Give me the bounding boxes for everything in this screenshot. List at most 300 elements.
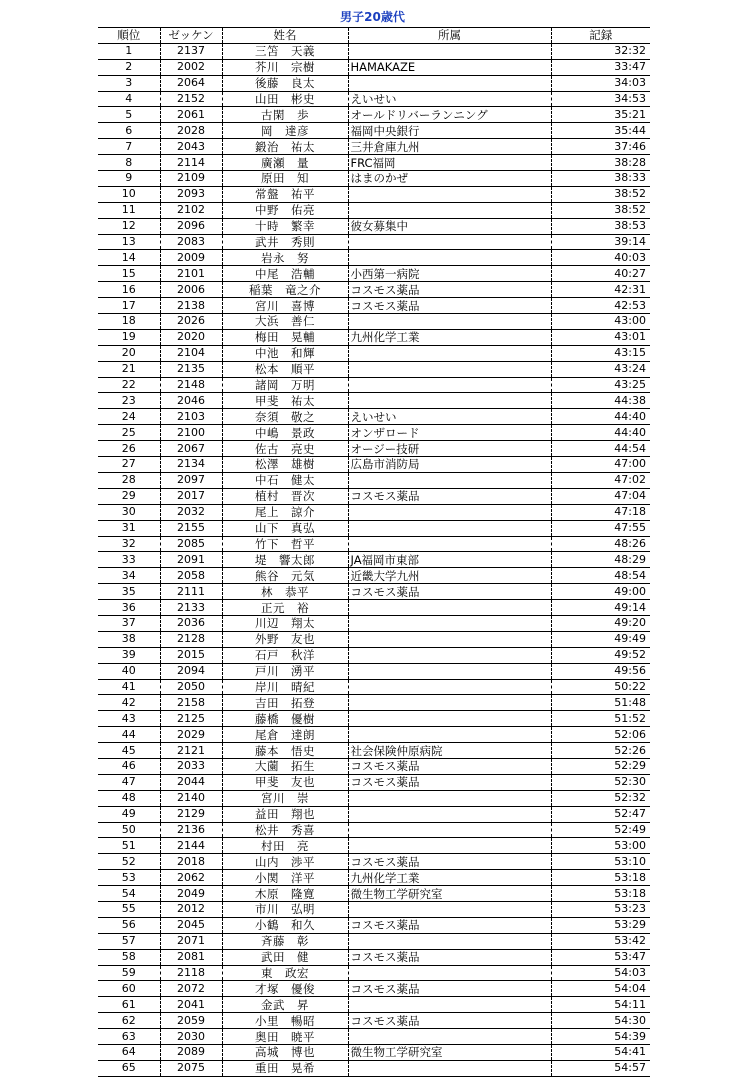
name-cell: 中石 健太: [222, 472, 348, 488]
name-cell: 松井 秀喜: [222, 822, 348, 838]
table-row: [98, 409, 650, 425]
team-cell: 広島市消防局: [348, 457, 551, 473]
table-row: [98, 727, 650, 743]
table-row: [98, 282, 650, 298]
time-cell: 35:21: [551, 107, 650, 123]
team-cell: [348, 520, 551, 536]
team-cell: [348, 1060, 551, 1076]
name-cell: 外野 友也: [222, 631, 348, 647]
team-cell: [348, 631, 551, 647]
rank-cell: 50: [98, 822, 160, 838]
time-cell: 52:47: [551, 806, 650, 822]
bib-cell: 2033: [160, 758, 222, 774]
name-cell: 斉藤 彰: [222, 933, 348, 949]
name-cell: 金武 昇: [222, 997, 348, 1013]
bib-cell: 2061: [160, 107, 222, 123]
bib-cell: 2091: [160, 552, 222, 568]
bib-cell: 2017: [160, 488, 222, 504]
time-cell: 49:14: [551, 600, 650, 616]
bib-cell: 2104: [160, 345, 222, 361]
name-cell: 甲斐 友也: [222, 774, 348, 790]
bib-cell: 2049: [160, 886, 222, 902]
time-cell: 40:03: [551, 250, 650, 266]
bib-cell: 2144: [160, 838, 222, 854]
bib-cell: 2045: [160, 917, 222, 933]
name-cell: 甲斐 祐太: [222, 393, 348, 409]
time-cell: 38:52: [551, 202, 650, 218]
name-cell: 原田 知: [222, 171, 348, 187]
time-cell: 43:00: [551, 314, 650, 330]
header-bib: ゼッケン: [160, 28, 222, 44]
name-cell: 松本 順平: [222, 361, 348, 377]
time-cell: 49:52: [551, 647, 650, 663]
team-cell: [348, 234, 551, 250]
bib-cell: 2036: [160, 615, 222, 631]
table-row: [98, 870, 650, 886]
rank-cell: 19: [98, 329, 160, 345]
page-title: 男子20歳代: [340, 10, 405, 24]
team-cell: コスモス薬品: [348, 758, 551, 774]
table-row: [98, 536, 650, 552]
bib-cell: 2133: [160, 600, 222, 616]
rank-cell: 4: [98, 91, 160, 107]
rank-cell: 55: [98, 901, 160, 917]
bib-cell: 2043: [160, 139, 222, 155]
bib-cell: 2085: [160, 536, 222, 552]
name-cell: 大浜 善仁: [222, 314, 348, 330]
name-cell: 尾上 諒介: [222, 504, 348, 520]
bib-cell: 2009: [160, 250, 222, 266]
rank-cell: 5: [98, 107, 160, 123]
bib-cell: 2041: [160, 997, 222, 1013]
bib-cell: 2072: [160, 981, 222, 997]
rank-cell: 31: [98, 520, 160, 536]
table-row: [98, 75, 650, 91]
team-cell: 三井倉庫九州: [348, 139, 551, 155]
rank-cell: 17: [98, 298, 160, 314]
rank-cell: 28: [98, 472, 160, 488]
name-cell: 奈須 敬之: [222, 409, 348, 425]
bib-cell: 2097: [160, 472, 222, 488]
header-rank: 順位: [98, 28, 160, 44]
rank-cell: 49: [98, 806, 160, 822]
results-table: [98, 27, 650, 1077]
table-row: [98, 59, 650, 75]
table-row: [98, 838, 650, 854]
rank-cell: 56: [98, 917, 160, 933]
table-row: [98, 965, 650, 981]
time-cell: 47:02: [551, 472, 650, 488]
table-row: [98, 695, 650, 711]
bib-cell: 2006: [160, 282, 222, 298]
team-cell: コスモス薬品: [348, 282, 551, 298]
bib-cell: 2102: [160, 202, 222, 218]
rank-cell: 34: [98, 568, 160, 584]
table-row: [98, 155, 650, 171]
bib-cell: 2026: [160, 314, 222, 330]
time-cell: 47:18: [551, 504, 650, 520]
team-cell: 社会保険仲原病院: [348, 743, 551, 759]
time-cell: 34:03: [551, 75, 650, 91]
rank-cell: 35: [98, 584, 160, 600]
name-cell: 尾倉 達朗: [222, 727, 348, 743]
rank-cell: 48: [98, 790, 160, 806]
name-cell: 小関 洋平: [222, 870, 348, 886]
name-cell: 堤 響太郎: [222, 552, 348, 568]
team-cell: コスモス薬品: [348, 298, 551, 314]
rank-cell: 40: [98, 663, 160, 679]
name-cell: 重田 晃希: [222, 1060, 348, 1076]
rank-cell: 46: [98, 758, 160, 774]
time-cell: 54:03: [551, 965, 650, 981]
time-cell: 54:30: [551, 1013, 650, 1029]
name-cell: 戸川 湧平: [222, 663, 348, 679]
name-cell: 芥川 宗樹: [222, 59, 348, 75]
team-cell: オージー技研: [348, 441, 551, 457]
rank-cell: 2: [98, 59, 160, 75]
rank-cell: 6: [98, 123, 160, 139]
bib-cell: 2155: [160, 520, 222, 536]
table-row: [98, 43, 650, 59]
bib-cell: 2089: [160, 1045, 222, 1061]
rank-cell: 41: [98, 679, 160, 695]
rank-cell: 12: [98, 218, 160, 234]
rank-cell: 32: [98, 536, 160, 552]
name-cell: 正元 裕: [222, 600, 348, 616]
team-cell: [348, 43, 551, 59]
team-cell: コスモス薬品: [348, 981, 551, 997]
team-cell: 九州化学工業: [348, 329, 551, 345]
team-cell: 微生物工学研究室: [348, 886, 551, 902]
time-cell: 38:53: [551, 218, 650, 234]
table-row: [98, 933, 650, 949]
name-cell: 高城 博也: [222, 1045, 348, 1061]
name-cell: 岩永 努: [222, 250, 348, 266]
name-cell: 三笘 天義: [222, 43, 348, 59]
table-row: [98, 774, 650, 790]
header-row: [98, 28, 650, 44]
bib-cell: 2075: [160, 1060, 222, 1076]
bib-cell: 2101: [160, 266, 222, 282]
name-cell: 林 恭平: [222, 584, 348, 600]
rank-cell: 36: [98, 600, 160, 616]
team-cell: はまのかぜ: [348, 171, 551, 187]
bib-cell: 2140: [160, 790, 222, 806]
name-cell: 吉田 拓登: [222, 695, 348, 711]
table-row: [98, 472, 650, 488]
name-cell: 岡 達彦: [222, 123, 348, 139]
table-row: [98, 647, 650, 663]
bib-cell: 2114: [160, 155, 222, 171]
rank-cell: 30: [98, 504, 160, 520]
bib-cell: 2002: [160, 59, 222, 75]
results-body: [98, 43, 650, 1076]
team-cell: コスモス薬品: [348, 854, 551, 870]
name-cell: 才塚 優俊: [222, 981, 348, 997]
bib-cell: 2083: [160, 234, 222, 250]
team-cell: [348, 472, 551, 488]
time-cell: 53:00: [551, 838, 650, 854]
time-cell: 47:55: [551, 520, 650, 536]
rank-cell: 52: [98, 854, 160, 870]
table-row: [98, 377, 650, 393]
team-cell: [348, 314, 551, 330]
team-cell: [348, 679, 551, 695]
bib-cell: 2136: [160, 822, 222, 838]
time-cell: 53:42: [551, 933, 650, 949]
time-cell: 53:29: [551, 917, 650, 933]
name-cell: 熊谷 元気: [222, 568, 348, 584]
table-row: [98, 123, 650, 139]
team-cell: 近畿大学九州: [348, 568, 551, 584]
bib-cell: 2129: [160, 806, 222, 822]
time-cell: 53:47: [551, 949, 650, 965]
table-row: [98, 711, 650, 727]
time-cell: 43:25: [551, 377, 650, 393]
team-cell: [348, 711, 551, 727]
time-cell: 53:23: [551, 901, 650, 917]
time-cell: 35:44: [551, 123, 650, 139]
table-row: [98, 329, 650, 345]
bib-cell: 2135: [160, 361, 222, 377]
table-row: [98, 663, 650, 679]
team-cell: [348, 202, 551, 218]
name-cell: 十時 繁幸: [222, 218, 348, 234]
bib-cell: 2067: [160, 441, 222, 457]
team-cell: [348, 1029, 551, 1045]
time-cell: 54:41: [551, 1045, 650, 1061]
time-cell: 43:01: [551, 329, 650, 345]
team-cell: コスモス薬品: [348, 917, 551, 933]
name-cell: 宮川 崇: [222, 790, 348, 806]
table-row: [98, 600, 650, 616]
rank-cell: 3: [98, 75, 160, 91]
name-cell: 武田 健: [222, 949, 348, 965]
bib-cell: 2064: [160, 75, 222, 91]
table-row: [98, 171, 650, 187]
bib-cell: 2118: [160, 965, 222, 981]
table-row: [98, 488, 650, 504]
rank-cell: 43: [98, 711, 160, 727]
team-cell: 微生物工学研究室: [348, 1045, 551, 1061]
rank-cell: 63: [98, 1029, 160, 1045]
team-cell: [348, 361, 551, 377]
time-cell: 48:26: [551, 536, 650, 552]
time-cell: 43:15: [551, 345, 650, 361]
bib-cell: 2059: [160, 1013, 222, 1029]
name-cell: 竹下 哲平: [222, 536, 348, 552]
name-cell: 奥田 暁平: [222, 1029, 348, 1045]
table-row: [98, 854, 650, 870]
team-cell: [348, 647, 551, 663]
table-row: [98, 425, 650, 441]
rank-cell: 42: [98, 695, 160, 711]
rank-cell: 60: [98, 981, 160, 997]
bib-cell: 2138: [160, 298, 222, 314]
time-cell: 54:39: [551, 1029, 650, 1045]
team-cell: コスモス薬品: [348, 949, 551, 965]
time-cell: 39:14: [551, 234, 650, 250]
team-cell: コスモス薬品: [348, 488, 551, 504]
time-cell: 47:04: [551, 488, 650, 504]
rank-cell: 29: [98, 488, 160, 504]
time-cell: 44:38: [551, 393, 650, 409]
bib-cell: 2062: [160, 870, 222, 886]
bib-cell: 2018: [160, 854, 222, 870]
team-cell: オールドリバーランニング: [348, 107, 551, 123]
table-row: [98, 234, 650, 250]
time-cell: 49:00: [551, 584, 650, 600]
bib-cell: 2046: [160, 393, 222, 409]
rank-cell: 37: [98, 615, 160, 631]
team-cell: コスモス薬品: [348, 584, 551, 600]
rank-cell: 53: [98, 870, 160, 886]
rank-cell: 18: [98, 314, 160, 330]
table-row: [98, 584, 650, 600]
name-cell: 小里 暢昭: [222, 1013, 348, 1029]
time-cell: 44:40: [551, 425, 650, 441]
name-cell: 中野 佑亮: [222, 202, 348, 218]
rank-cell: 57: [98, 933, 160, 949]
team-cell: [348, 997, 551, 1013]
team-cell: [348, 75, 551, 91]
name-cell: 大薗 拓生: [222, 758, 348, 774]
team-cell: [348, 790, 551, 806]
rank-cell: 14: [98, 250, 160, 266]
time-cell: 38:52: [551, 186, 650, 202]
time-cell: 53:18: [551, 886, 650, 902]
rank-cell: 24: [98, 409, 160, 425]
rank-cell: 13: [98, 234, 160, 250]
bib-cell: 2137: [160, 43, 222, 59]
time-cell: 44:40: [551, 409, 650, 425]
table-row: [98, 186, 650, 202]
team-cell: [348, 695, 551, 711]
time-cell: 44:54: [551, 441, 650, 457]
header-time: 記録: [551, 28, 650, 44]
table-row: [98, 615, 650, 631]
table-row: [98, 886, 650, 902]
table-row: [98, 568, 650, 584]
time-cell: 54:11: [551, 997, 650, 1013]
table-row: [98, 457, 650, 473]
bib-cell: 2109: [160, 171, 222, 187]
time-cell: 47:00: [551, 457, 650, 473]
table-row: [98, 917, 650, 933]
name-cell: 松澤 雄樹: [222, 457, 348, 473]
time-cell: 52:26: [551, 743, 650, 759]
name-cell: 後藤 良太: [222, 75, 348, 91]
table-row: [98, 266, 650, 282]
bib-cell: 2015: [160, 647, 222, 663]
bib-cell: 2125: [160, 711, 222, 727]
bib-cell: 2020: [160, 329, 222, 345]
name-cell: 諸岡 万明: [222, 377, 348, 393]
name-cell: 廣瀬 量: [222, 155, 348, 171]
rank-cell: 20: [98, 345, 160, 361]
rank-cell: 64: [98, 1045, 160, 1061]
team-cell: [348, 393, 551, 409]
table-row: [98, 1060, 650, 1076]
time-cell: 48:54: [551, 568, 650, 584]
rank-cell: 51: [98, 838, 160, 854]
table-row: [98, 1029, 650, 1045]
rank-cell: 9: [98, 171, 160, 187]
table-row: [98, 1013, 650, 1029]
rank-cell: 22: [98, 377, 160, 393]
team-cell: えいせい: [348, 91, 551, 107]
bib-cell: 2071: [160, 933, 222, 949]
team-cell: [348, 806, 551, 822]
rank-cell: 1: [98, 43, 160, 59]
table-row: [98, 679, 650, 695]
table-row: [98, 504, 650, 520]
bib-cell: 2044: [160, 774, 222, 790]
team-cell: [348, 345, 551, 361]
table-row: [98, 822, 650, 838]
team-cell: 彼女募集中: [348, 218, 551, 234]
name-cell: 山下 真弘: [222, 520, 348, 536]
header-team: 所属: [348, 28, 551, 44]
time-cell: 50:22: [551, 679, 650, 695]
bib-cell: 2103: [160, 409, 222, 425]
bib-cell: 2094: [160, 663, 222, 679]
time-cell: 52:32: [551, 790, 650, 806]
rank-cell: 65: [98, 1060, 160, 1076]
team-cell: [348, 965, 551, 981]
rank-cell: 23: [98, 393, 160, 409]
rank-cell: 21: [98, 361, 160, 377]
rank-cell: 8: [98, 155, 160, 171]
time-cell: 52:06: [551, 727, 650, 743]
time-cell: 49:49: [551, 631, 650, 647]
table-row: [98, 218, 650, 234]
table-row: [98, 361, 650, 377]
time-cell: 52:29: [551, 758, 650, 774]
bib-cell: 2128: [160, 631, 222, 647]
table-row: [98, 314, 650, 330]
table-row: [98, 393, 650, 409]
team-cell: [348, 377, 551, 393]
table-row: [98, 790, 650, 806]
team-cell: [348, 600, 551, 616]
time-cell: 49:20: [551, 615, 650, 631]
time-cell: 38:28: [551, 155, 650, 171]
rank-cell: 10: [98, 186, 160, 202]
table-row: [98, 202, 650, 218]
time-cell: 43:24: [551, 361, 650, 377]
name-cell: 常盤 祐平: [222, 186, 348, 202]
bib-cell: 2096: [160, 218, 222, 234]
time-cell: 52:30: [551, 774, 650, 790]
team-cell: [348, 250, 551, 266]
name-cell: 鍛治 祐太: [222, 139, 348, 155]
bib-cell: 2030: [160, 1029, 222, 1045]
team-cell: コスモス薬品: [348, 774, 551, 790]
rank-cell: 62: [98, 1013, 160, 1029]
rank-cell: 11: [98, 202, 160, 218]
table-row: [98, 91, 650, 107]
rank-cell: 27: [98, 457, 160, 473]
team-cell: [348, 822, 551, 838]
name-cell: 武井 秀則: [222, 234, 348, 250]
bib-cell: 2148: [160, 377, 222, 393]
table-row: [98, 250, 650, 266]
team-cell: [348, 727, 551, 743]
table-row: [98, 743, 650, 759]
time-cell: 34:53: [551, 91, 650, 107]
rank-cell: 16: [98, 282, 160, 298]
